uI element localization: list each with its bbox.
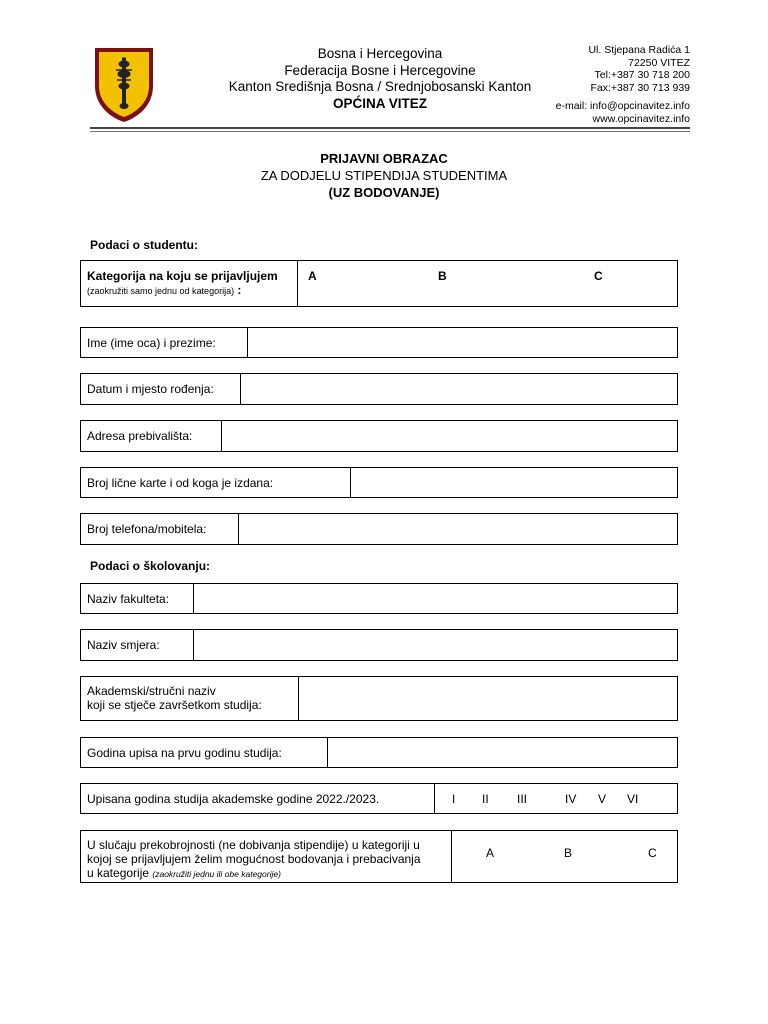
faculty-field-row <box>80 583 678 614</box>
website-link[interactable]: www.opcinavitez.info <box>592 112 690 125</box>
name-field-label: Ime (ime oca) i prezime: <box>81 328 248 357</box>
year-option-5[interactable]: V <box>598 792 607 806</box>
degree-field-row <box>80 676 678 721</box>
enrol-year-field-input[interactable] <box>328 738 677 767</box>
category-option-a[interactable]: A <box>308 269 317 283</box>
degree-field-input[interactable] <box>299 677 677 720</box>
transfer-option-a[interactable]: A <box>486 846 495 860</box>
id-card-field-row <box>80 467 678 498</box>
degree-label-line-1: Akademski/stručni naziv <box>87 684 216 698</box>
header-divider <box>90 127 690 129</box>
phone-field-label: Broj telefona/mobitela: <box>81 514 239 544</box>
transfer-hint: (zaokružiti jednu ili obe kategorije) <box>152 869 281 879</box>
transfer-label <box>81 831 452 882</box>
phone-field-row <box>80 513 678 545</box>
transfer-line-2: kojoj se prijavljujem želim mogućnost bodovanja i prebacivanja <box>87 852 421 866</box>
header-divider-thin <box>90 131 690 132</box>
faculty-field-label: Naziv fakulteta: <box>81 584 194 613</box>
id-card-field-input[interactable] <box>351 468 677 497</box>
transfer-option-b[interactable]: B <box>564 846 573 860</box>
email-link[interactable]: e-mail: info@opcinavitez.info <box>555 100 690 112</box>
category-row <box>80 260 678 307</box>
header-line-3: Kanton Središnja Bosna / Srednjobosanski Kanton <box>228 79 532 94</box>
name-field-input[interactable] <box>248 328 677 357</box>
faculty-field-input[interactable] <box>194 584 677 613</box>
address-line-3: Tel:+387 30 718 200 <box>594 69 690 81</box>
phone-field-input[interactable] <box>239 514 677 544</box>
degree-label-line-2: koji se stječe završetkom studija: <box>87 698 262 712</box>
form-subtitle-note: (UZ BODOVANJE) <box>328 185 440 200</box>
major-field-input[interactable] <box>194 630 677 660</box>
enrol-year-field-label: Godina upisa na prvu godinu studija: <box>81 738 328 767</box>
header-institution <box>210 46 550 112</box>
category-label: Kategorija na koju se prijavljujem <box>87 269 278 283</box>
enrol-year-field-row <box>80 737 678 768</box>
birth-field-label: Datum i mjesto rođenja: <box>81 374 241 404</box>
major-field-row <box>80 629 678 661</box>
address-field-row <box>80 420 678 452</box>
birth-field-input[interactable] <box>241 374 677 404</box>
year-option-2[interactable]: II <box>482 792 489 806</box>
year-option-6[interactable]: VI <box>627 792 639 806</box>
header-contact <box>556 100 690 125</box>
id-card-field-label: Broj lične karte i od koga je izdana: <box>81 468 351 497</box>
category-option-c[interactable]: C <box>594 269 603 283</box>
transfer-line-1: U slučaju prekobrojnosti (ne dobivanja stipendije) u kategoriji u <box>87 838 420 852</box>
name-field-row <box>80 327 678 358</box>
address-line-1: Ul. Stjepana Radića 1 <box>588 44 690 56</box>
transfer-row <box>80 830 678 883</box>
address-field-input[interactable] <box>222 421 677 451</box>
header-address <box>588 44 690 94</box>
birth-field-row <box>80 373 678 405</box>
section-student-heading: Podaci o studentu: <box>90 238 198 252</box>
category-label-cell <box>81 261 298 306</box>
category-hint: (zaokružiti samo jednu od kategorija) <box>87 286 235 296</box>
current-year-row <box>80 783 678 814</box>
header-line-2: Federacija Bosne i Hercegovine <box>284 62 476 78</box>
section-school-heading: Podaci o školovanju: <box>90 559 211 573</box>
address-field-label: Adresa prebivališta: <box>81 421 222 451</box>
form-title: PRIJAVNI OBRAZAC <box>320 151 448 166</box>
category-option-b[interactable]: B <box>438 269 447 283</box>
address-line-2: 72250 VITEZ <box>628 56 690 69</box>
degree-field-label <box>81 677 299 720</box>
coat-of-arms-icon <box>93 46 155 124</box>
transfer-option-c[interactable]: C <box>648 846 657 860</box>
year-option-3[interactable]: III <box>517 792 528 806</box>
transfer-line-3: u kategorije <box>87 866 150 880</box>
category-colon: : <box>237 283 242 297</box>
form-subtitle: ZA DODJELU STIPENDIJA STUDENTIMA <box>260 168 508 183</box>
year-option-4[interactable]: IV <box>565 792 577 806</box>
address-line-4: Fax:+387 30 713 939 <box>590 81 690 94</box>
header-line-1: Bosna i Hercegovina <box>317 46 443 61</box>
header-line-4: OPĆINA VITEZ <box>332 95 427 111</box>
major-field-label: Naziv smjera: <box>81 630 194 660</box>
year-option-1[interactable]: I <box>452 792 456 806</box>
current-year-label: Upisana godina studija akademske godine 2022./2023. <box>81 784 435 813</box>
